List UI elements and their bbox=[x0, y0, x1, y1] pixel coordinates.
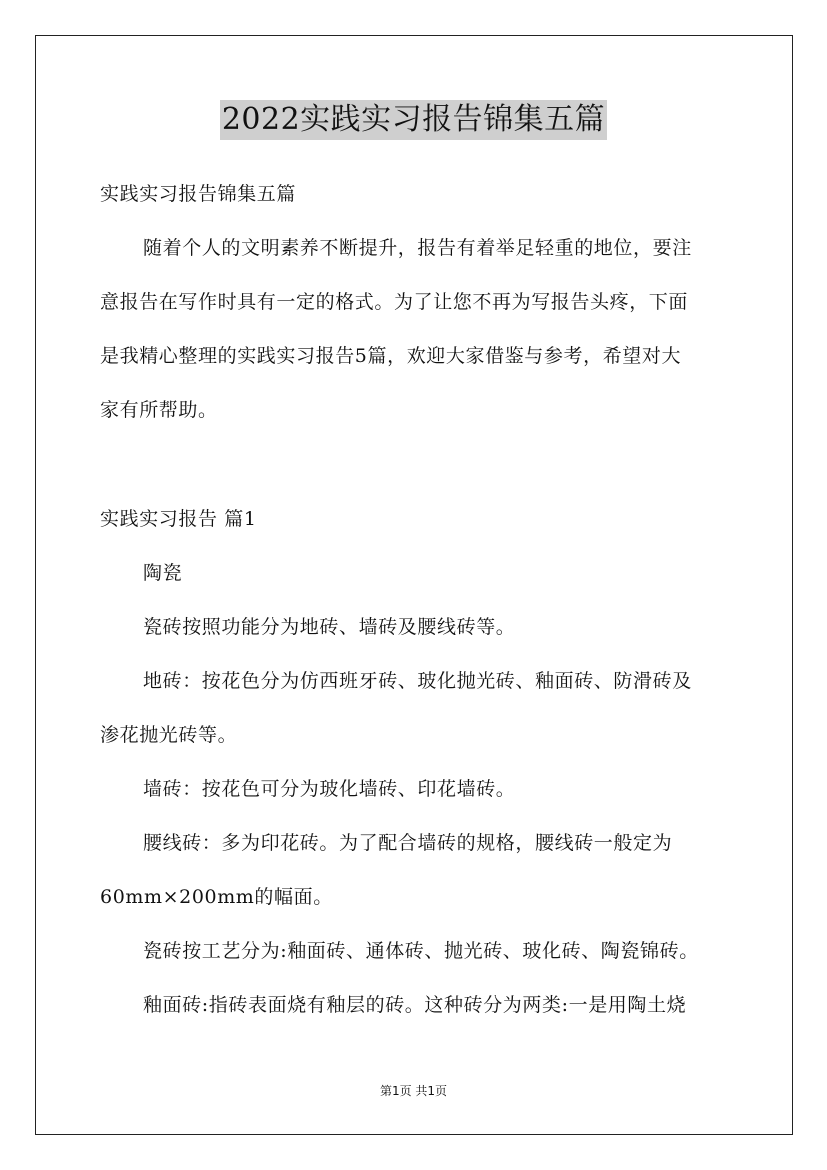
body-line: 釉面砖:指砖表面烧有釉层的砖。这种砖分为两类:一是用陶土烧 bbox=[143, 994, 687, 1016]
intro-line: 意报告在写作时具有一定的格式。为了让您不再为写报告头疼，下面 bbox=[100, 291, 689, 313]
body-line: 渗花抛光砖等。 bbox=[100, 724, 238, 746]
intro-line: 家有所帮助。 bbox=[100, 399, 218, 421]
document-title: 2022实践实习报告锦集五篇 bbox=[220, 100, 607, 140]
document-subtitle: 实践实习报告锦集五篇 bbox=[100, 183, 297, 205]
body-line: 地砖：按花色分为仿西班牙砖、玻化抛光砖、釉面砖、防滑砖及 bbox=[143, 670, 692, 692]
body-line: 瓷砖按工艺分为:釉面砖、通体砖、抛光砖、玻化砖、陶瓷锦砖。 bbox=[143, 940, 699, 962]
body-line: 墙砖：按花色可分为玻化墙砖、印花墙砖。 bbox=[143, 778, 516, 800]
title-container bbox=[0, 100, 827, 140]
intro-line: 随着个人的文明素养不断提升，报告有着举足轻重的地位，要注 bbox=[143, 237, 692, 259]
intro-line: 是我精心整理的实践实习报告5篇，欢迎大家借鉴与参考，希望对大 bbox=[100, 345, 682, 367]
body-line: 腰线砖：多为印花砖。为了配合墙砖的规格，腰线砖一般定为 bbox=[143, 832, 673, 854]
section-heading: 实践实习报告 篇1 bbox=[100, 508, 257, 530]
body-line: 瓷砖按照功能分为地砖、墙砖及腰线砖等。 bbox=[143, 616, 516, 638]
body-line: 陶瓷 bbox=[143, 562, 183, 584]
page-footer: 第1页 共1页 bbox=[379, 1084, 448, 1098]
body-line: 60mm×200mm的幅面。 bbox=[100, 886, 333, 908]
